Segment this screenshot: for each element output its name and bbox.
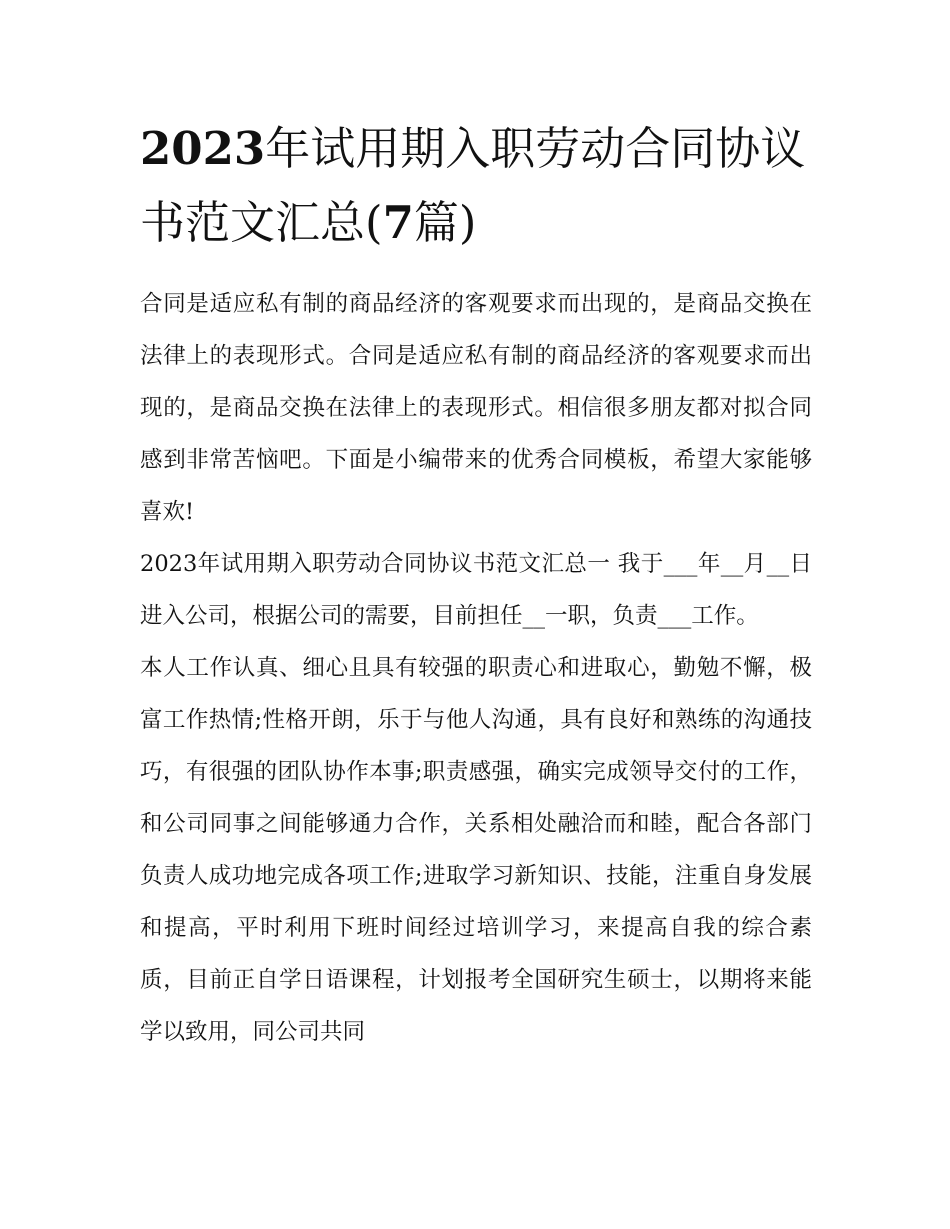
title-count: 7 <box>382 196 414 249</box>
title-year: 2023 <box>140 122 266 175</box>
document-title <box>140 112 812 260</box>
self-evaluation-paragraph: 本人工作认真、细心且具有较强的职责心和进取心，勤勉不懈，极富工作热情;性格开朗，乐于与他人沟通，具有良好和熟练的沟通技巧，有很强的团队协作本事;职责感强，确实完成领导交付的工作，和公司同事之间能够通力合作，关系相处融洽而和睦，配合各部门负责人成功地完成各项工作;进取学习新知识、技能，注重自身发展和提高，平时利用下班时间经过培训学习，来提高自我的综合素质，目前正自学日语课程，计划报考全国研究生硕士，以期将来能学以致用，同公司共同 <box>140 655 812 1045</box>
intro-paragraph: 合同是适应私有制的商品经济的客观要求而出现的，是商品交换在法律上的表现形式。合同是适应私有制的商品经济的客观要求而出现的，是商品交换在法律上的表现形式。相信很多朋友都对拟合同感到非常苦恼吧。下面是小编带来的优秀合同模板，希望大家能够喜欢! <box>140 291 812 525</box>
contract-intro-paragraph: 2023年试用期入职劳动合同协议书范文汇总一 我于___年__月__日进入公司，根据公司的需要，目前担任__一职，负责___工作。 <box>140 551 812 629</box>
document-page <box>140 112 812 1058</box>
title-text-part-2: 篇) <box>413 196 477 249</box>
title-text-part-1: 年试用期入职劳动合同协议书范文汇总( <box>140 122 806 249</box>
